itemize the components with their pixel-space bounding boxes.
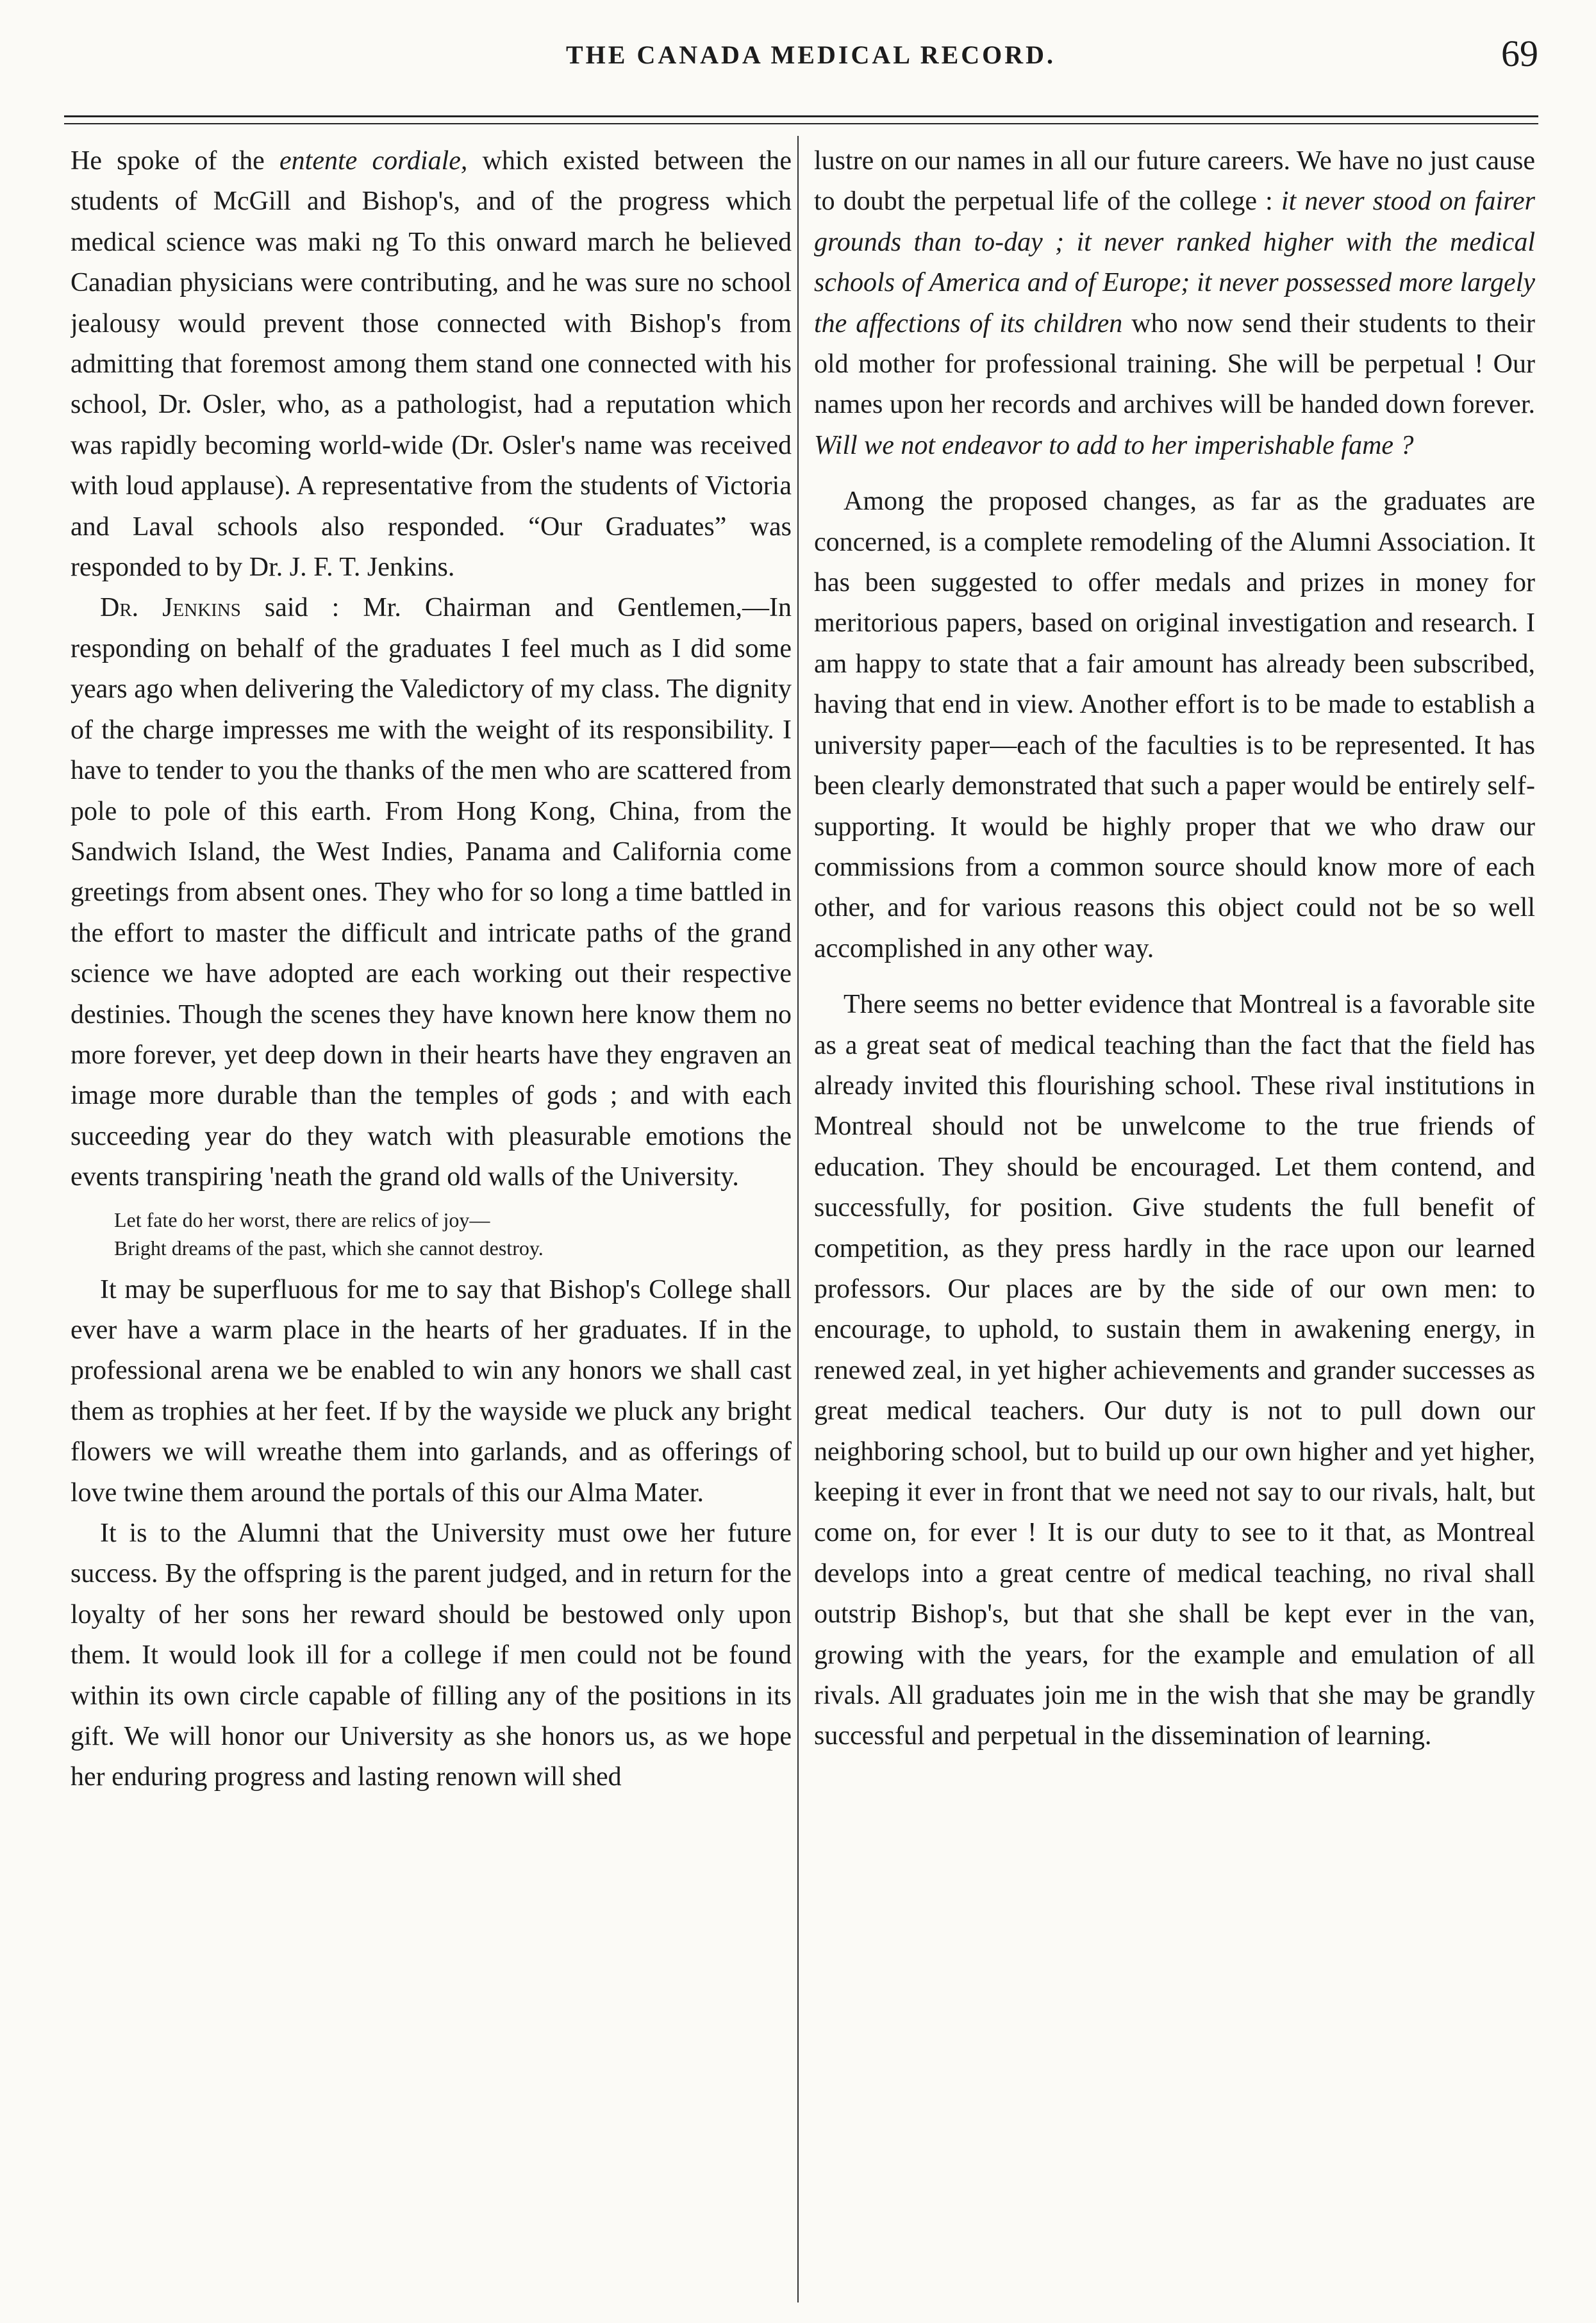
verse-line: Let fate do her worst, there are relics of joy— [114, 1208, 490, 1231]
header-rule-bottom [64, 123, 1538, 124]
italic-phrase: it never stood on fairer grounds than to-day ; it never ranked higher with the medical schools of America and of Europe; it never possessed more largely the affections of its children [814, 187, 1535, 338]
left-column [71, 141, 792, 2308]
verse-quote [114, 1206, 792, 1262]
text-run: lustre on our names in all our future careers. We have no just cause to doubt the perpetual life of the college : [814, 146, 1535, 217]
left-paragraph-2 [71, 588, 792, 1197]
text-run: He spoke of the [71, 146, 280, 176]
page-number: 69 [1501, 33, 1538, 74]
right-paragraph-1 [814, 141, 1535, 466]
page-header [64, 33, 1558, 85]
italic-phrase: entente cordiale, [279, 146, 468, 176]
running-title: THE CANADA MEDICAL RECORD. [565, 40, 1056, 69]
column-divider [797, 136, 799, 2302]
text-run: which existed between the students of McGill and Bishop's, and of the progress which medical science was maki ng To this onward march he believed Canadian physicians were contributing, and he was sure no school jealousy would prevent those connected with Bishop's from admitting that foremost among them stand one connected with his school, Dr. Osler, who, as a pathologist, had a reputation which was rapidly becoming world-wide (Dr. Osler's name was received with loud applause). A representative from the students of Victoria and Laval schools also responded. “Our Graduates” was responded to by Dr. J. F. T. Jenkins. [71, 146, 792, 583]
verse-line: Bright dreams of the past, which she cannot destroy. [114, 1236, 544, 1260]
speaker-name: Dr. Jenkins [100, 593, 241, 623]
right-column [814, 141, 1535, 2308]
left-paragraph-4: It is to the Alumni that the University must owe her future success. By the offspring is the parent judged, and in return for the loyalty of her sons her reward should be bestowed only upon them. It would look ill for a college if men could not be found within its own circle capable of filling any of the positions in its gift. We will honor our University as she honors us, as we hope her enduring progress and lasting renown will shed [71, 1519, 792, 1792]
left-paragraph-1 [71, 141, 792, 588]
text-run: who now send their students to their old mother for professional training. She will be perpetual ! Our names upon her records and archives will be handed down forever. [814, 308, 1535, 420]
right-paragraph-3: There seems no better evidence that Montreal is a favorable site as a great seat of medical teaching than the fact that the field has already invited this flourishing school. These rival institutions in Montreal should not be unwelcome to the true friends of education. They should be encouraged. Let them contend, and successfully, for position. Give students the full benefit of competition, as they press hardly in the race upon our learned professors. Our places are by the side of our own men: to encourage, to uphold, to sustain them in awakening energy, in renewed zeal, in yet higher achievements and grander successes as great medical teachers. Our duty is not to pull down our neighboring school, but to build up our own higher and yet higher, keeping it ever in front that we need not say to our rivals, halt, but come on, for ever ! It is our duty to see to it that, as Montreal develops into a great centre of medical teaching, no rival shall outstrip Bishop's, but that she shall be kept ever in the van, growing with the years, for the example and emulation of all rivals. All graduates join me in the wish that she may be grandly successful and perpetual in the dissemination of learning. [814, 990, 1535, 1751]
right-paragraph-2: Among the proposed changes, as far as the graduates are concerned, is a complete remodeling of the Alumni Association. It has been suggested to offer medals and prizes in money for meritorious papers, based on original investigation and research. I am happy to state that a fair amount has already been subscribed, having that end in view. Another effort is to be made to establish a university paper—each of the faculties is to be represented. It has been clearly demonstrated that such a paper would be entirely self-supporting. It would be highly proper that we who draw our commissions from a common source should know more of each other, and for various reasons this object could not be so well accomplished in any other way. [814, 487, 1535, 963]
italic-phrase: Will we not endeavor to add to her imperishable fame ? [814, 430, 1414, 460]
text-run: said : Mr. Chairman and Gentlemen,—In responding on behalf of the graduates I feel much as I did some years ago when delivering the Valedictory of my class. The dignity of the charge impresses me with the weight of its responsibility. I have to tender to you the thanks of the men who are scattered from pole to pole of this earth. From Hong Kong, China, from the Sandwich Island, the West Indies, Panama and California come greetings from absent ones. They who for so long a time battled in the effort to master the difficult and intricate paths of the grand science we have adopted are each working out their respective destinies. Though the scenes they have known here know them no more forever, yet deep down in their hearts have they engraven an image more durable than the temples of gods ; and with each succeeding year do they watch with pleasurable emotions the events transpiring 'neath the grand old walls of the University. [71, 593, 792, 1192]
header-rule-top [64, 115, 1538, 117]
left-paragraph-3: It may be superfluous for me to say that Bishop's College shall ever have a warm place in the hearts of her graduates. If in the professional arena we be enabled to win any honors we shall cast them as trophies at her feet. If by the wayside we pluck any bright flowers we will wreathe them into garlands, and as offerings of love twine them around the portals of this our Alma Mater. [71, 1274, 792, 1508]
